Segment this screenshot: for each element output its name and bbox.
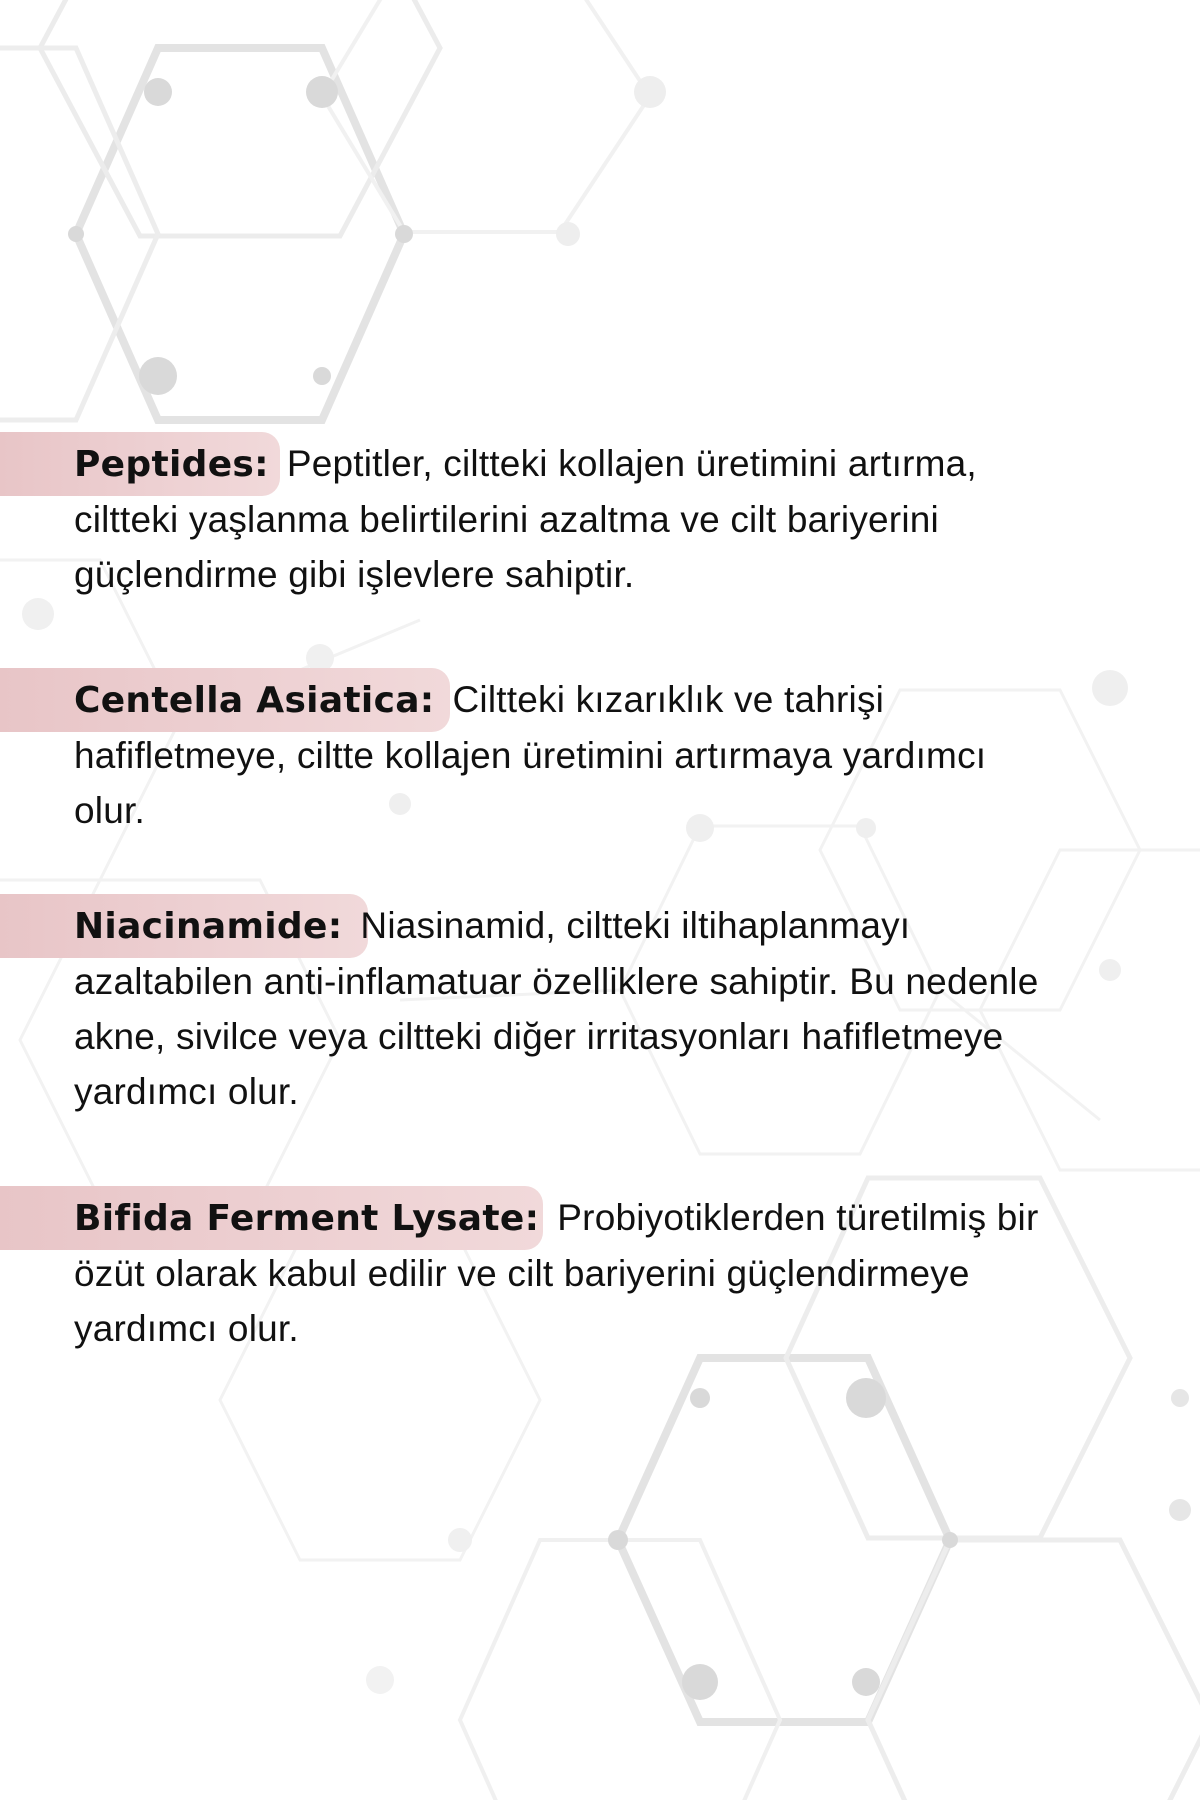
ingredient-peptides xyxy=(0,432,1200,602)
ingredient-niacinamide xyxy=(0,894,1200,1119)
ingredient-term: Niacinamide: xyxy=(74,906,343,947)
ingredient-text xyxy=(0,668,1066,838)
ingredient-text xyxy=(0,432,1066,602)
ingredient-description: Probiyotiklerden türetilmiş bir özüt olarak kabul edilir ve cilt bariyerini güçlendirmeye yardımcı olur. xyxy=(74,1197,1039,1349)
ingredient-term: Centella Asiatica: xyxy=(74,680,435,721)
ingredient-bifida-ferment-lysate xyxy=(0,1186,1200,1356)
ingredient-term: Peptides: xyxy=(74,444,269,485)
ingredient-text xyxy=(0,1186,1066,1356)
ingredient-centella-asiatica xyxy=(0,668,1200,838)
ingredient-term: Bifida Ferment Lysate: xyxy=(74,1198,540,1239)
ingredient-text xyxy=(0,894,1066,1119)
ingredient-description: Ciltteki kızarıklık ve tahrişi hafifletmeye, ciltte kollajen üretimini artırmaya yardımcı olur. xyxy=(74,679,987,831)
ingredient-description: Niasinamid, ciltteki iltihaplanmayı azaltabilen anti-inflamatuar özelliklere sahiptir. Bu nedenle akne, sivilce veya ciltteki diğer irritasyonları hafifletmeye yardımcı olur. xyxy=(74,905,1039,1112)
ingredient-description: Peptitler, ciltteki kollajen üretimini artırma, ciltteki yaşlanma belirtilerini azaltma ve cilt bariyerini güçlendirme gibi işlevlere sahiptir. xyxy=(74,443,977,595)
